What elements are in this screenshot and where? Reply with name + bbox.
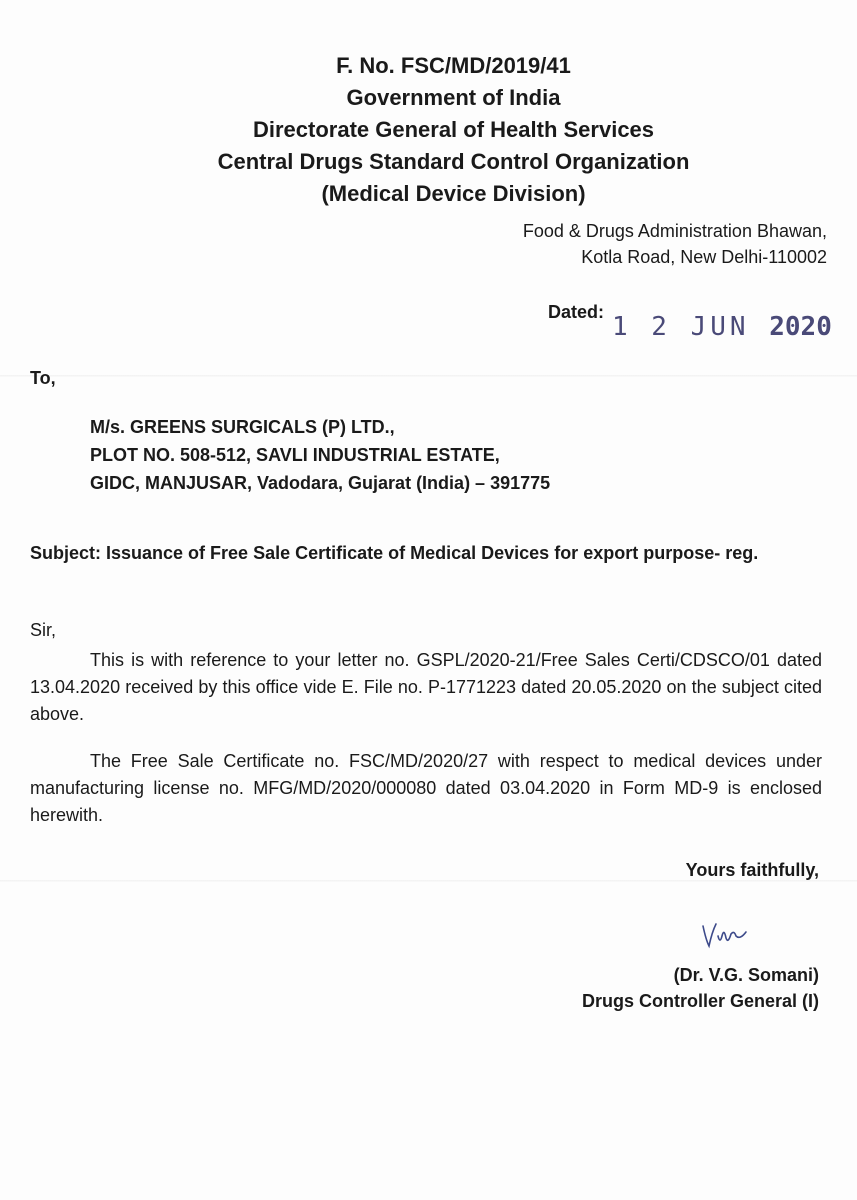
date-stamp — [612, 312, 832, 342]
date-stamp-day-month: 1 2 JUN — [612, 312, 750, 342]
header-government: Government of India — [346, 85, 561, 110]
office-address-line1: Food & Drugs Administration Bhawan, — [522, 221, 827, 241]
closing: Yours faithfully, — [685, 860, 819, 880]
signer-name: (Dr. V.G. Somani) — [673, 965, 819, 985]
office-address-line2: Kotla Road, New Delhi-110002 — [581, 247, 827, 267]
header-division: (Medical Device Division) — [321, 181, 586, 206]
date-stamp-year: 2020 — [769, 312, 832, 342]
office-address — [523, 218, 827, 270]
header-directorate: Directorate General of Health Services — [252, 117, 655, 142]
letter-header — [0, 50, 857, 210]
recipient-line3: GIDC, MANJUSAR, Vadodara, Gujarat (India) – 391775 — [90, 473, 551, 493]
file-number: F. No. FSC/MD/2019/41 — [336, 53, 571, 78]
dated-label: Dated: — [548, 302, 605, 322]
to-label: To, — [30, 368, 56, 388]
recipient-address — [90, 413, 550, 497]
header-organization: Central Drugs Standard Control Organization — [217, 149, 690, 174]
recipient-line1: M/s. GREENS SURGICALS (P) LTD., — [90, 417, 395, 437]
signer-block — [582, 962, 819, 1014]
recipient-line2: PLOT NO. 508-512, SAVLI INDUSTRIAL ESTATE, — [90, 445, 500, 465]
subject-line: Subject: Issuance of Free Sale Certificate of Medical Devices for export purpose- reg. — [30, 543, 759, 563]
handwritten-signature — [700, 918, 750, 952]
salutation: Sir, — [30, 620, 57, 640]
paper-fold-line — [0, 375, 857, 377]
body-paragraph-1: This is with reference to your letter no. GSPL/2020-21/Free Sales Certi/CDSCO/01 dated 13.04.2020 received by this office vide E. File no. P-1771223 dated 20.05.2020 on the subject cited above. — [30, 650, 822, 724]
body-paragraph-2: The Free Sale Certificate no. FSC/MD/2020/27 with respect to medical devices under manufacturing license no. MFG/MD/2020/000080 dated 03.04.2020 in Form MD-9 is enclosed herewith. — [30, 751, 822, 825]
signer-title: Drugs Controller General (I) — [581, 991, 819, 1011]
